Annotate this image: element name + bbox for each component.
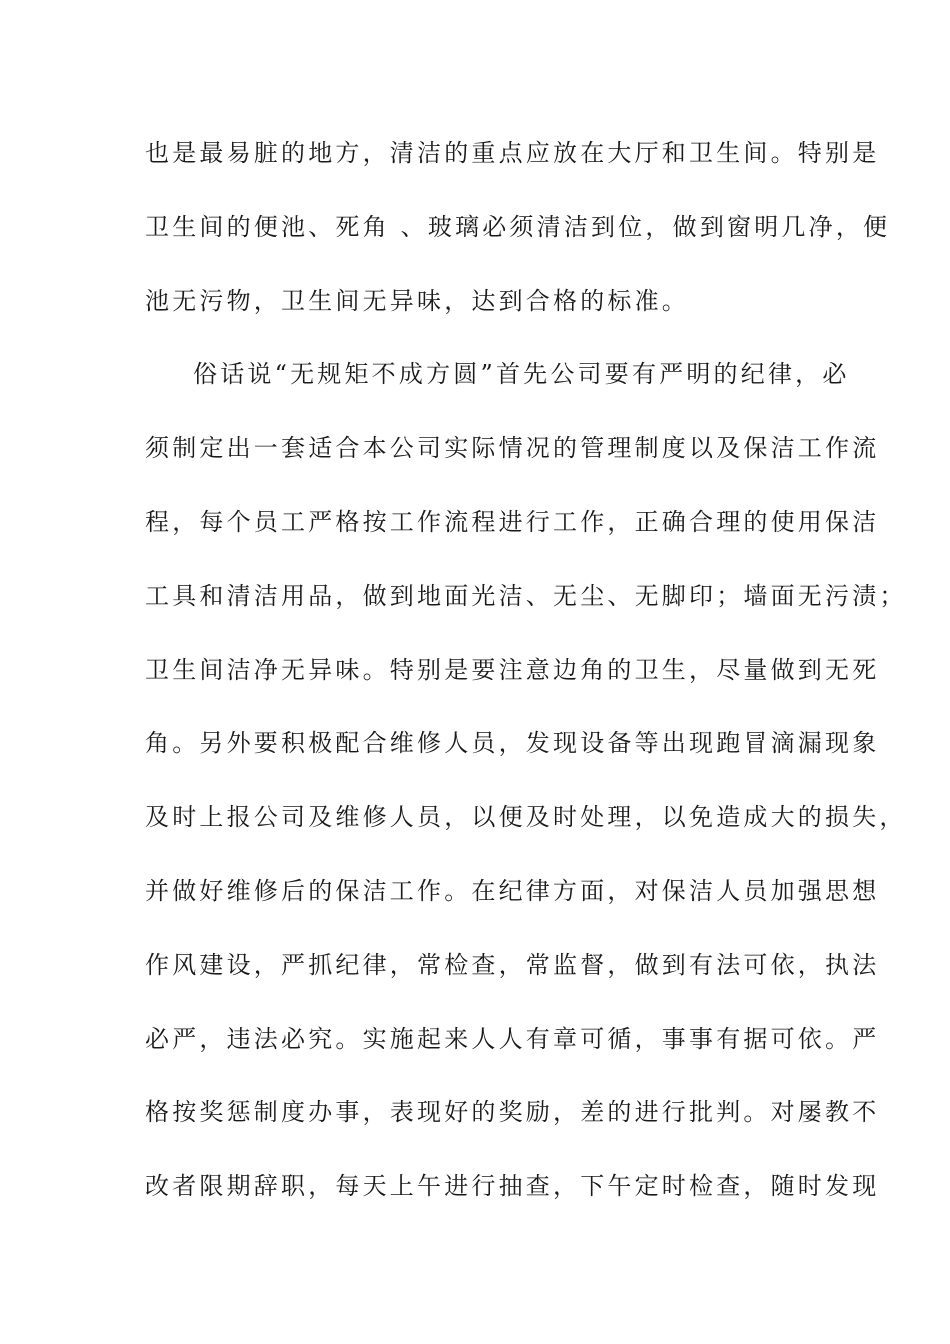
text-line: 工具和清洁用品，做到地面光洁、无尘、无脚印；墙面无污渍； [145,581,907,610]
text-line: 作风建设，严抓纪律，常检查，常监督，做到有法可依，执法 [145,950,880,979]
text-line: 并做好维修后的保洁工作。在纪律方面，对保洁人员加强思想 [145,876,880,905]
paragraph-start-line: 俗话说“无规矩不成方圆”首先公司要有严明的纪律，必 [193,360,850,389]
text-line: 角。另外要积极配合维修人员，发现设备等出现跑冒滴漏现象 [145,729,880,758]
text-line: 卫生间的便池、死角 、玻璃必须清洁到位，做到窗明几净，便 [145,212,891,241]
text-line: 及时上报公司及维修人员，以便及时处理，以免造成大的损失， [145,803,907,832]
text-line: 也是最易脏的地方，清洁的重点应放在大厅和卫生间。特别是 [145,139,880,167]
text-line: 改者限期辞职，每天上午进行抽查，下午定时检查，随时发现 [145,1172,880,1201]
body-text [145,128,907,1235]
text-line: 程，每个员工严格按工作流程进行工作，正确合理的使用保洁 [145,507,880,536]
text-line: 须制定出一套适合本公司实际情况的管理制度以及保洁工作流 [145,434,880,463]
text-line: 卫生间洁净无异味。特别是要注意边角的卫生，尽量做到无死 [145,655,880,684]
text-line: 池无污物，卫生间无异味，达到合格的标准。 [145,286,689,315]
text-line: 必严，违法必究。实施起来人人有章可循，事事有据可依。严 [145,1024,880,1053]
text-line: 格按奖惩制度办事，表现好的奖励，差的进行批判。对屡教不 [145,1098,880,1127]
